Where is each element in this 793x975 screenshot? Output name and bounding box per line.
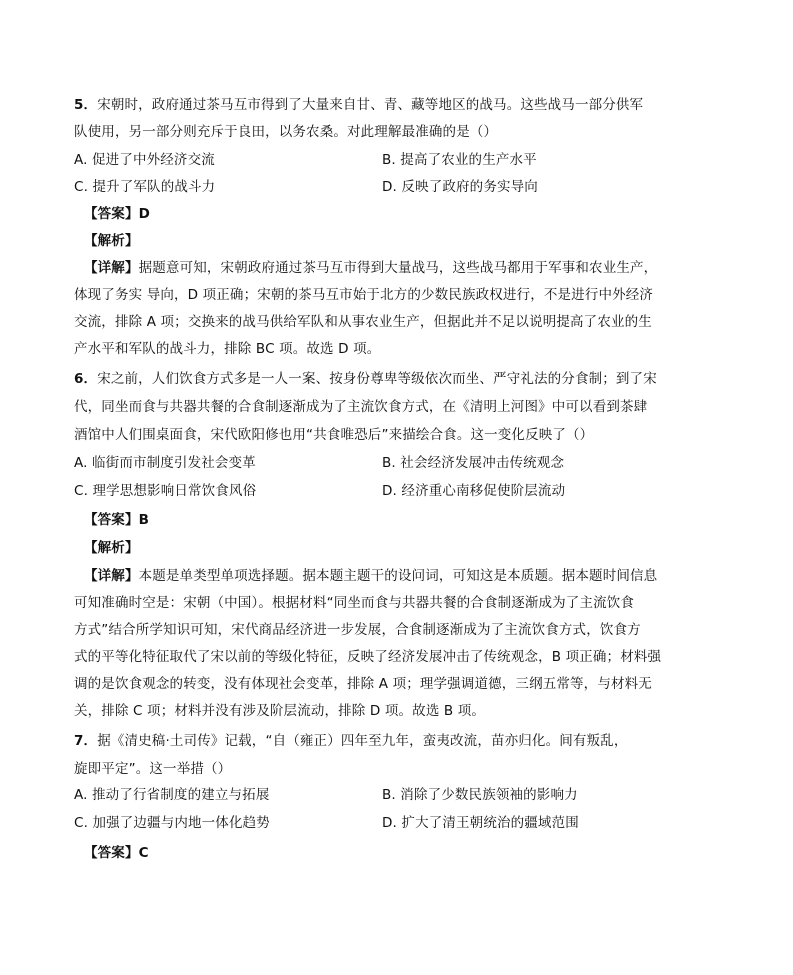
question-5-detail-line-3: 交流，排除 A 项；交换来的战马供给军队和从事农业生产，但据此并不足以说明提高了农业的生: [74, 314, 652, 330]
question-5-option-b[interactable]: B. 提高了农业的生产水平: [382, 152, 537, 168]
detail-label: 【详解】: [84, 568, 139, 584]
question-6-detail-line-1: [84, 566, 657, 586]
question-7-number: 7．: [74, 733, 98, 749]
answer-label: 【答案】: [84, 206, 139, 222]
detail-text-1: 据题意可知，宋朝政府通过茶马互市得到大量战马，这些战马都用于军事和农业生产，: [138, 260, 658, 276]
question-5-analysis-label: 【解析】: [84, 233, 139, 249]
question-5-option-d[interactable]: D. 反映了政府的务实导向: [382, 179, 538, 195]
question-7-option-d[interactable]: D. 扩大了清王朝统治的疆域范围: [382, 815, 579, 831]
question-6-analysis-label: 【解析】: [84, 540, 139, 556]
question-6-option-b[interactable]: B. 社会经济发展冲击传统观念: [382, 455, 565, 471]
question-6-detail-line-3: 方式”结合所学知识可知，宋代商品经济进一步发展，合食制逐渐成为了主流饮食方式，饮食方: [74, 622, 641, 638]
detail-label: 【详解】: [84, 260, 139, 276]
question-7-option-c[interactable]: C. 加强了边疆与内地一体化趋势: [74, 815, 270, 831]
question-5-detail-line-2: 体现了务实 导向，D 项正确；宋朝的茶马互市始于北方的少数民族政权进行，不是进行中外经济: [74, 287, 654, 303]
answer-value: B: [138, 512, 150, 528]
question-5-option-a[interactable]: A. 促进了中外经济交流: [74, 152, 215, 168]
question-5-stem-line-2: 队使用，另一部分则充斥于良田，以务农桑。对此理解最准确的是（）: [74, 124, 498, 140]
detail-text-1: 本题是单类型单项选择题。据本题主题干的设问词，可知这是本质题。据本题时间信息: [138, 568, 658, 584]
question-6-detail-line-6: 关，排除 C 项；材料并没有涉及阶层流动，排除 D 项。故选 B 项。: [74, 703, 486, 719]
question-6-option-a[interactable]: A. 临街而市制度引发社会变革: [74, 455, 256, 471]
answer-label: 【答案】: [84, 845, 139, 861]
question-6-option-d[interactable]: D. 经济重心南移促使阶层流动: [382, 483, 566, 499]
answer-label: 【答案】: [84, 512, 139, 528]
question-6-stem-line-1: [74, 369, 657, 389]
question-6-stem-text-1: 宋之前，人们饮食方式多是一人一案、按身份尊卑等级依次而坐、严守礼法的分食制；到了宋: [97, 371, 657, 387]
question-6-answer: [84, 510, 149, 530]
question-5-option-c[interactable]: C. 提升了军队的战斗力: [74, 179, 216, 195]
question-6-detail-line-5: 调的是饮食观念的转变，没有体现社会变革，排除 A 项；理学强调道德，三纲五常等，与材料无: [74, 676, 652, 692]
question-5-detail-line-1: [84, 258, 657, 278]
question-6-number: 6．: [74, 371, 98, 387]
question-5-detail-line-4: 产水平和军队的战斗力，排除 BC 项。故选 D 项。: [74, 341, 381, 357]
question-6-option-c[interactable]: C. 理学思想影响日常饮食风俗: [74, 483, 257, 499]
answer-value: D: [138, 206, 150, 222]
question-7-option-a[interactable]: A. 推动了行省制度的建立与拓展: [74, 787, 270, 803]
answer-value: C: [138, 845, 149, 861]
question-5-stem-text-1: 宋朝时，政府通过茶马互市得到了大量来自甘、青、藏等地区的战马。这些战马一部分供军: [97, 97, 644, 113]
question-6-stem-line-3: 酒馆中人们围桌面食，宋代欧阳修也用“共食唯恐后”来描绘合食。这一变化反映了（）: [74, 427, 594, 443]
question-7-stem-line-2: 旋即平定”。这一举措（）: [74, 761, 232, 777]
question-5-number: 5．: [74, 97, 98, 113]
question-6-stem-line-2: 代，同坐而食与共器共餐的合食制逐渐成为了主流饮食方式，在《清明上河图》中可以看到茶肆: [74, 399, 648, 415]
question-7-option-b[interactable]: B. 消除了少数民族领袖的影响力: [382, 787, 578, 803]
question-7-answer: [84, 843, 149, 863]
question-6-detail-line-2: 可知准确时空是：宋朝（中国）。根据材料“同坐而食与共器共餐的合食制逐渐成为了主流饮食: [74, 595, 635, 611]
question-5-stem-line-1: [74, 95, 643, 115]
question-5-answer: [84, 204, 150, 224]
question-7-stem-line-1: [74, 731, 628, 751]
question-7-stem-text-1: 据《清史稿·土司传》记载，“自（雍正）四年至九年，蛮夷改流，苗亦归化。间有叛乱，: [97, 733, 628, 749]
question-6-detail-line-4: 式的平等化特征取代了宋以前的等级化特征，反映了经济发展冲击了传统观念，B 项正确；材料强: [74, 649, 662, 665]
